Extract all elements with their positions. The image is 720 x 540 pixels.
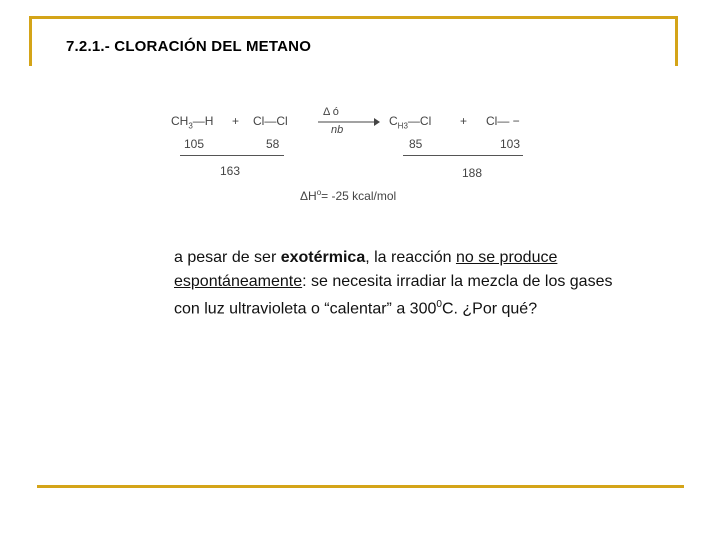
product-chloromethane: $C_{H3}—Cl$: [389, 114, 432, 131]
top-border-line: [29, 16, 678, 19]
enthalpy-change: $\Delta H^o= -25$ kcal/mol: [300, 188, 397, 203]
energy-ch: 105: [184, 137, 205, 151]
bottom-border-line: [37, 485, 684, 488]
sum-line-products: [403, 155, 523, 156]
energy-ccl: 85: [409, 137, 423, 151]
product-hcl: Cl— −: [486, 114, 520, 128]
energy-clcl: 58: [266, 137, 280, 151]
reactant-chlorine: Cl—Cl: [253, 114, 288, 128]
sum-reactants: 163: [220, 164, 241, 178]
reaction-arrow-icon: [318, 117, 380, 127]
left-border-line: [29, 16, 32, 66]
right-border-line: [675, 16, 678, 66]
plus-sign-2: +: [460, 114, 468, 128]
arrow-label-top: Δ ó: [323, 106, 339, 118]
arrow-label-bottom: nb: [331, 124, 344, 136]
plus-sign-1: +: [232, 114, 240, 128]
exothermic-term: exotérmica: [280, 249, 366, 266]
energy-hcl: 103: [500, 137, 521, 151]
reactant-methane: $CH_3—H$: [171, 114, 214, 131]
explanation-paragraph: a pesar de ser exotérmica, la reacción no se produce espontáneamente: se necesita irradiar la mezcla de los gases con luz ultravioleta o “calentar” a $300^0C$. ¿Por qué?: [174, 249, 613, 318]
slide-title: 7.2.1.- CLORACIÓN DEL METANO: [66, 38, 312, 55]
not-spontaneous-phrase: no se produce espontáneamente: [174, 249, 558, 290]
sum-products: 188: [462, 166, 483, 180]
sum-line-reactants: [180, 155, 284, 156]
